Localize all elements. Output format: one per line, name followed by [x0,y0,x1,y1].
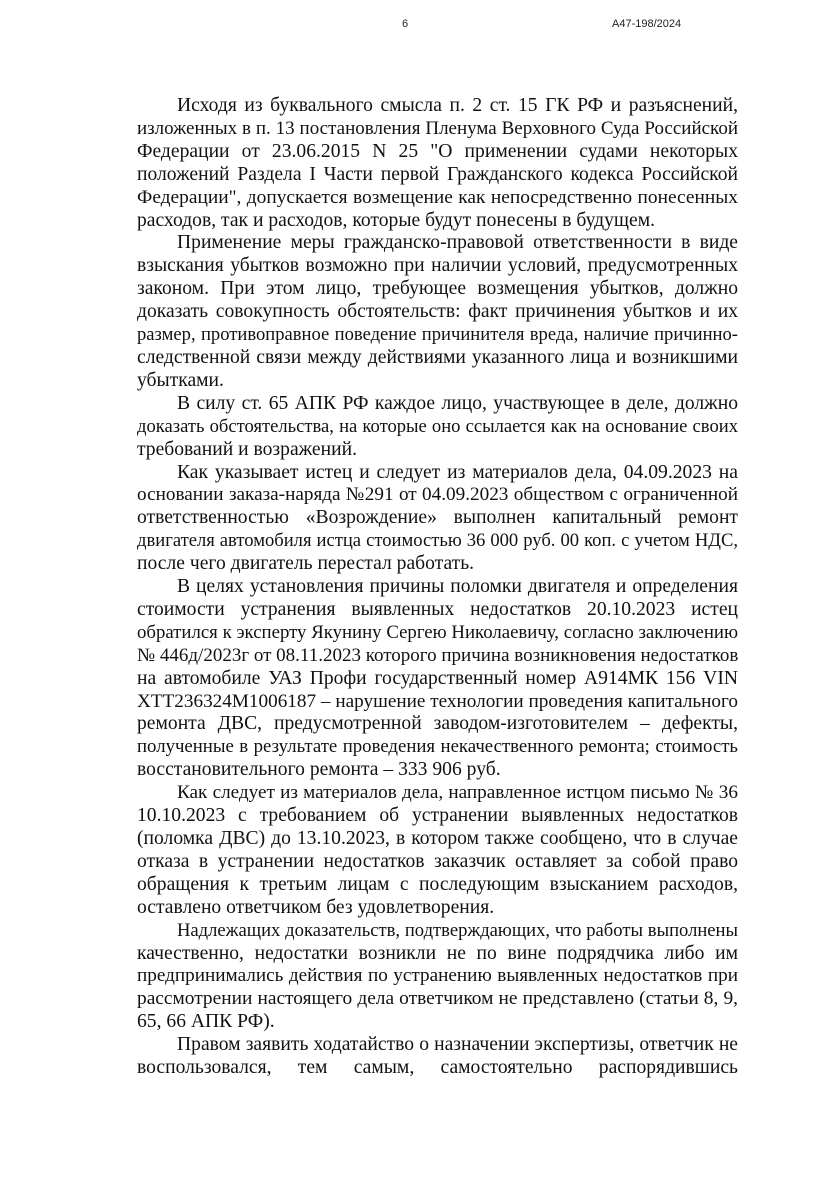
text-line: следственной связи между действиями указанного лица и возникшими [137,346,738,368]
text-line: отказа в устранении недостатков заказчик оставляет за собой право [137,850,738,872]
page-number: 6 [401,18,409,30]
text-line: убытками. [137,369,224,391]
document-body [97,95,738,1080]
text-line: обращения к третьим лицам с последующим взысканием расходов, [137,873,738,895]
text-line: взыскания убытков возможно при наличии условий, предусмотренных [137,255,738,277]
text-line: основании заказа-наряда №291 от 04.09.2023 обществом с ограниченной [137,484,738,506]
text-line: предпринимались действия по устранению выявленных недостатков при [137,965,738,987]
paragraph [97,1034,738,1080]
paragraph [97,576,738,782]
text-line: двигателя автомобиля истца стоимостью 36 000 руб. 00 коп. с учетом НДС, [137,530,738,552]
text-line: размер, противоправное поведение причинителя вреда, наличие причинно- [137,324,738,346]
paragraph [97,782,738,919]
text-line: Как следует из материалов дела, направленное истцом письмо № 36 [177,782,738,804]
text-line: изложенных в п. 13 постановления Пленума Верховного Суда Российской [137,117,738,139]
text-line: рассмотрении настоящего дела ответчиком не представлено (статьи 8, 9, [137,988,738,1010]
text-line: Как указывает истец и следует из материалов дела, 04.09.2023 на [177,461,738,483]
text-line: Исходя из буквального смысла п. 2 ст. 15 ГК РФ и разъяснений, [177,95,738,116]
text-line: на автомобиле УАЗ Профи государственный номер А914МК 156 VIN [137,667,738,689]
paragraph [97,393,738,462]
text-line: Федерации от 23.06.2015 N 25 "О применении судами некоторых [137,140,738,162]
paragraph [97,462,738,577]
text-line: Применение меры гражданско-правовой ответственности в виде [177,232,738,254]
text-line: доказать обстоятельства, на которые оно ссылается как на основание своих [137,415,738,437]
text-line: В силу ст. 65 АПК РФ каждое лицо, участвующее в деле, должно [177,392,738,414]
text-line: после чего двигатель перестал работать. [137,553,475,575]
text-line: (поломка ДВС) до 13.10.2023, в котором также сообщено, что в случае [137,828,738,849]
text-line: ремонта ДВС, предусмотренной заводом-изготовителем – дефекты, [137,713,738,735]
paragraph [97,920,738,1035]
paragraph [97,232,738,392]
text-line: Надлежащих доказательств, подтверждающих, что работы выполнены [177,919,738,941]
paragraph [97,95,738,232]
text-line: Правом заявить ходатайство о назначении экспертизы, ответчик не [177,1034,738,1056]
text-line: качественно, недостатки возникли не по вине подрядчика либо им [137,942,738,964]
text-line: стоимости устранения выявленных недостатков 20.10.2023 истец [137,598,738,620]
text-line: № 446д/2023г от 08.11.2023 которого причина возникновения недостатков [137,644,739,666]
text-line: доказать совокупность обстоятельств: факт причинения убытков и их [137,301,738,323]
text-line: положений Раздела I Части первой Гражданского кодекса Российской [137,163,738,185]
text-line: ответственностью «Возрождение» выполнен капитальный ремонт [137,507,738,529]
text-line: требований и возражений. [137,438,357,460]
text-line: законом. При этом лицо, требующее возмещения убытков, должно [137,278,738,300]
text-line: воспользовался, тем самым, самостоятельно распорядившись [137,1057,738,1079]
text-line: В целях установления причины поломки двигателя и определения [177,576,738,598]
text-line: восстановительного ремонта – 333 906 руб. [137,759,501,781]
text-line: Федерации", допускается возмещение как непосредственно понесенных [137,186,738,208]
text-line: полученные в результате проведения некачественного ремонта; стоимость [137,736,738,758]
text-line: обратился к эксперту Якунину Сергею Николаевичу, согласно заключению [137,621,738,643]
text-line: расходов, так и расходов, которые будут понесены в будущем. [137,209,656,231]
text-line: оставлено ответчиком без удовлетворения. [137,896,495,918]
case-number: А47-198/2024 [612,18,682,30]
text-line: 65, 66 АПК РФ). [137,1011,275,1033]
text-line: 10.10.2023 с требованием об устранении выявленных недостатков [137,805,738,827]
text-line: ХТТ236324М1006187 – нарушение технологии проведения капитального [137,690,738,712]
